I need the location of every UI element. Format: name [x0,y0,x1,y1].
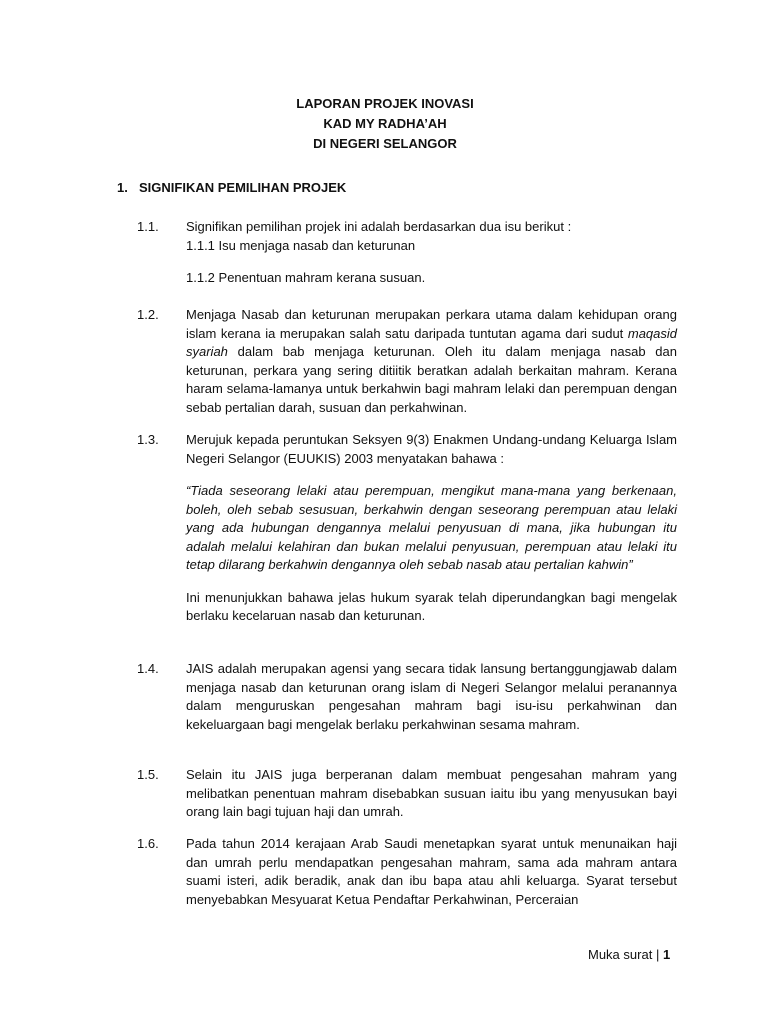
title-line-3: DI NEGERI SELANGOR [313,136,457,151]
item-paragraph: Ini menunjukkan bahawa jelas hukum syarak telah diperundangkan bagi mengelak berlaku kecelaruan nasab dan keturunan. [186,589,677,623]
footer-separator: | [655,947,660,962]
item-paragraph: Selain itu JAIS juga berperanan dalam membuat pengesahan mahram yang melibatkan penentuan mahram disebabkan susuan iaitu ibu yang menyusukan bayi orang lain bagi tujuan haji dan umrah. [186,767,677,819]
item-1-2 [137,306,677,417]
item-1-1 [137,218,677,288]
legal-quote: “Tiada seseorang lelaki atau perempuan, mengikut mana-mana yang berkenaan, boleh, oleh sebab sesusuan, berkahwin dengan seseorang perempuan atau lelaki yang ada hubungan dengannya melalui penyusuan di mana, jika hubungan itu adalah melalui kelahiran dan bukan melalui penyusuan, perempuan atau lelaki itu tetap dilarang berkahwin dengannya oleh sebab nasab atau pertalian kahwin” [186,483,677,572]
item-1-5 [137,766,677,822]
item-paragraph [186,306,677,417]
item-number: 1.6. [137,836,159,851]
document-title [0,94,770,154]
title-line-1: LAPORAN PROJEK INOVASI [296,96,474,111]
sub-item-1-1-1: 1.1.1 Isu menjaga nasab dan keturunan [186,237,416,253]
item-1-3 [137,431,677,626]
sub-item-1-1-2: 1.1.2 Penentuan mahram kerana susuan. [186,270,426,285]
item-number: 1.5. [137,767,159,782]
emphasis-term: maqasid syariah [186,325,677,359]
item-text-line: Signifikan pemilihan projek ini adalah berdasarkan dua isu berikut : [186,219,572,234]
item-paragraph: Pada tahun 2014 kerajaan Arab Saudi menetapkan syarat untuk menunaikan haji dan umrah perlu mendapatkan pengesahan mahram, sama ada mahram antara suami isteri, adik beradik, anak dan ibu bapa atau ahli keluarga. Syarat tersebut menyebabkan Mesyuarat Ketua Pendaftar Perkahwinan, Perceraian [186,836,677,907]
title-line-2: KAD MY RADHA’AH [323,116,447,131]
section-title: SIGNIFIKAN PEMILIHAN PROJEK [139,180,347,195]
paragraph-text: dalam bab menjaga keturunan. Oleh itu dalam menjaga nasab dan keturunan, perkara yang sering ditiitik beratkan adalah berkaitan mahram. Kerana haram selama-lamanya untuk berkahwin bagi mahram lelaki dan perempuan dengan sebab pertalian darah, susuan dan perkahwinan. [186,344,677,415]
item-paragraph: JAIS adalah merupakan agensi yang secara tidak lansung bertanggungjawab dalam menjaga nasab dan keturunan orang islam di Negeri Selangor melalui peranannya dalam menguruskan pengesahan mahram bagi isu-isu perkahwinan dan kekeluargaan bagi mengelak berlaku perkahwinan sesama mahram. [186,661,677,732]
item-number: 1.3. [137,432,159,447]
item-number: 1.4. [137,661,159,676]
section-number: 1. [117,180,128,195]
page-footer [588,947,670,962]
item-1-6 [137,835,677,909]
section-heading [117,180,346,195]
item-1-4 [137,660,677,734]
item-number: 1.2. [137,307,159,322]
item-paragraph: Merujuk kepada peruntukan Seksyen 9(3) Enakmen Undang-undang Keluarga Islam Negeri Selangor (EUUKIS) 2003 menyatakan bahawa : [186,432,677,466]
page-number: 1 [662,947,671,962]
page-label: Muka surat [588,947,653,962]
item-number: 1.1. [137,219,159,234]
paragraph-text: Menjaga Nasab dan keturunan merupakan perkara utama dalam kehidupan orang islam kerana ia merupakan salah satu daripada tuntutan agama dari sudut [186,307,677,341]
